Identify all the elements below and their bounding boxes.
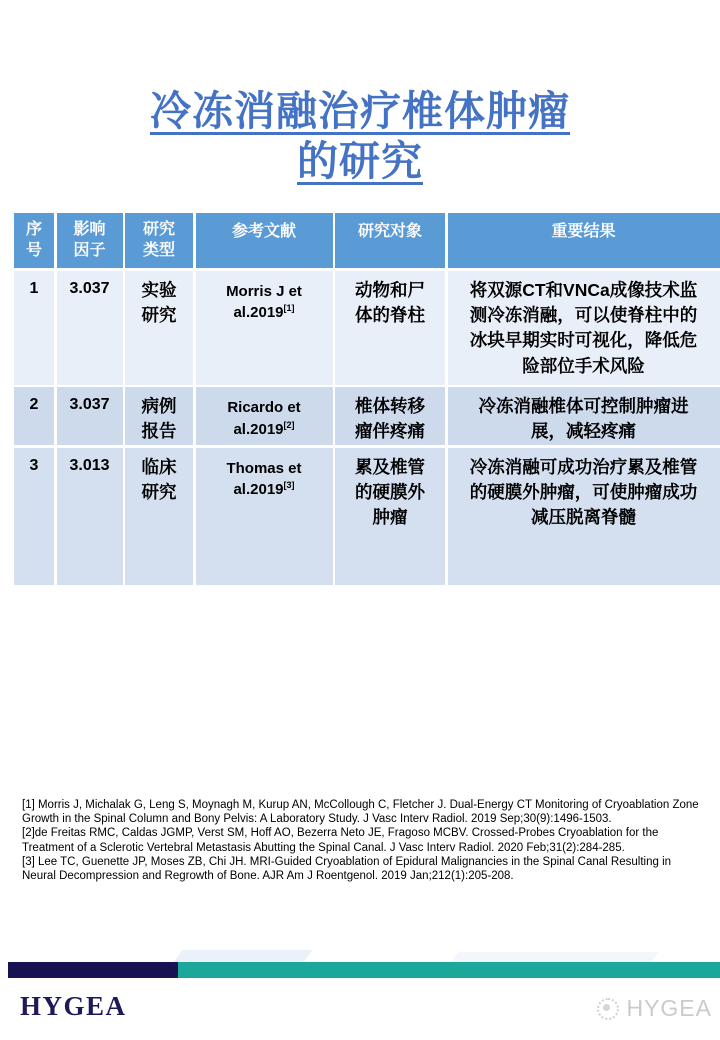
table-row1-reference xyxy=(196,271,333,385)
table-row3-reference xyxy=(196,448,333,585)
footer-bar-navy xyxy=(8,962,178,978)
reference-superscript: [3] xyxy=(283,480,295,491)
table-row2-study-type: 病例报告 xyxy=(125,387,193,445)
references-block xyxy=(22,798,700,883)
decorative-shape xyxy=(451,952,658,962)
table-row2-reference xyxy=(196,387,333,445)
page-title-line2: 的研究 xyxy=(297,138,423,184)
table-row1-no: 1 xyxy=(14,271,54,385)
table-row2-no: 2 xyxy=(14,387,54,445)
hygea-logo-text: HYGEA xyxy=(20,991,127,1021)
table-row1-subject: 动物和尸体的脊柱 xyxy=(335,271,445,385)
hygea-watermark-text: HYGEA xyxy=(626,995,712,1021)
reference-text: Morris J et al.2019 xyxy=(226,282,302,322)
hygea-watermark-icon xyxy=(597,998,619,1020)
table-row3-key-result: 冷冻消融可成功治疗累及椎管的硬膜外肿瘤，可使肿瘤成功减压脱离脊髓 xyxy=(448,448,720,585)
col-header-key-result: 重要结果 xyxy=(448,213,720,268)
col-header-no: 序号 xyxy=(14,213,54,268)
decorative-shape xyxy=(174,950,312,962)
studies-table xyxy=(14,213,707,585)
reference-text: Thomas et al.2019 xyxy=(226,459,302,499)
reference-superscript: [1] xyxy=(283,303,295,314)
page-title-line1: 冷冻消融治疗椎体肿瘤 xyxy=(150,88,570,134)
col-header-study-type: 研究类型 xyxy=(125,213,193,268)
table-row3-no: 3 xyxy=(14,448,54,585)
reference-3: [3] Lee TC, Guenette JP, Moses ZB, Chi JH. MRI-Guided Cryoablation of Epidural Malignancies in the Spinal Canal Resulting in Neural Decompression and Regrowth of Bone. AJR Am J Roentgenol. 2019 Jan;212(1):205-208. xyxy=(22,855,672,883)
table-row1-study-type: 实验研究 xyxy=(125,271,193,385)
page-title xyxy=(0,86,720,186)
table-row3-subject: 累及椎管的硬膜外肿瘤 xyxy=(335,448,445,585)
reference-1: [1] Morris J, Michalak G, Leng S, Moynagh M, Kurup AN, McCollough C, Fletcher J. Dual-Energy CT Monitoring of Cryoablation Zone Growth in the Spinal Column and Bony Pelvis: A Laboratory Study. J Vasc Interv Radiol. 2019 Sep;30(9):1496-1503. xyxy=(22,799,699,826)
table-row2-subject: 椎体转移瘤伴疼痛 xyxy=(335,387,445,445)
reference-2: [2]de Freitas RMC, Caldas JGMP, Verst SM, Hoff AO, Bezerra Neto JE, Fragoso MCBV. Crossed-Probes Cryoablation for the Treatment of a Sclerotic Vertebral Metastasis Abutting the Spinal Canal. J Vasc Interv Radiol. 2020 Feb;31(2):284-285. xyxy=(22,827,659,854)
col-header-impact-factor: 影响因子 xyxy=(57,213,123,268)
col-header-reference: 参考文献 xyxy=(196,213,333,268)
reference-text: Ricardo et al.2019 xyxy=(227,399,301,438)
table-row2-key-result: 冷冻消融椎体可控制肿瘤进展，减轻疼痛 xyxy=(448,387,720,445)
col-header-subject: 研究对象 xyxy=(335,213,445,268)
reference-superscript: [2] xyxy=(283,419,295,430)
table-row2-impact-factor: 3.037 xyxy=(57,387,123,445)
footer-bar-teal xyxy=(178,962,720,978)
table-row1-impact-factor: 3.037 xyxy=(57,271,123,385)
table-row1-key-result: 将双源CT和VNCa成像技术监测冷冻消融，可以使脊柱中的冰块早期实时可视化，降低危险部位手术风险 xyxy=(448,271,720,385)
table-row3-study-type: 临床研究 xyxy=(125,448,193,585)
hygea-watermark xyxy=(597,995,712,1022)
table-row3-impact-factor: 3.013 xyxy=(57,448,123,585)
